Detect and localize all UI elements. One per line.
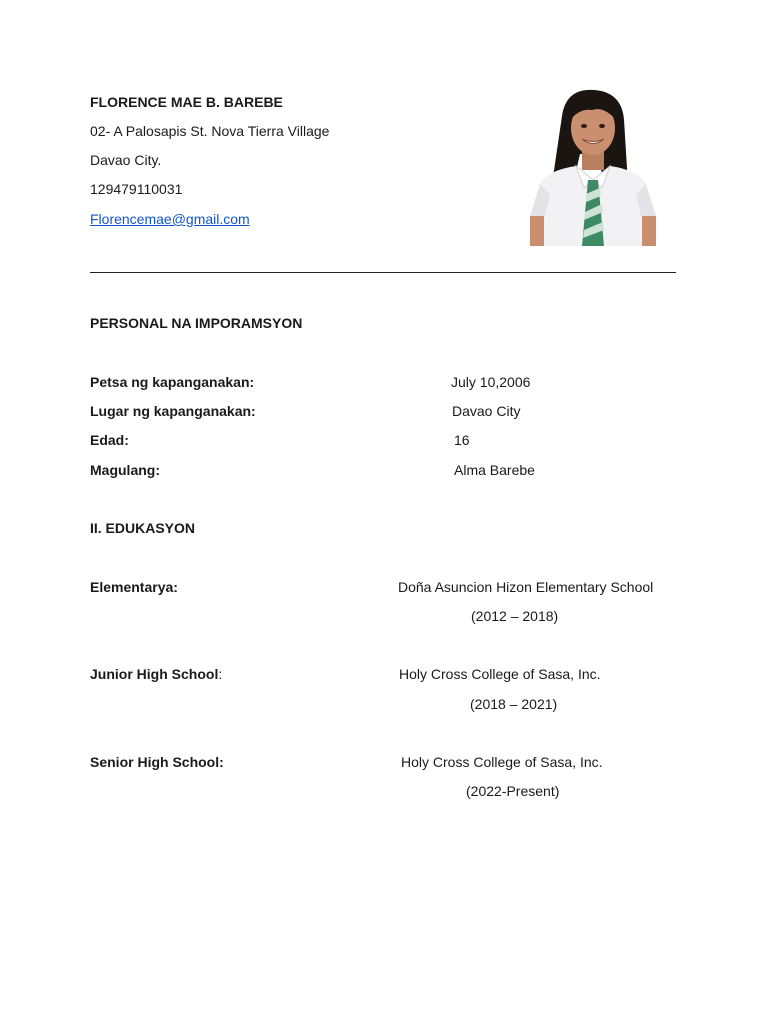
junior-high-label: Junior High School [90,666,219,682]
email-link[interactable]: Florencemae@gmail.com [90,211,250,227]
parent-label: Magulang: [90,462,160,478]
resume-name: FLORENCE MAE B. BAREBE [90,94,283,110]
birthplace-value: Davao City [452,403,521,419]
senior-high-label: Senior High School: [90,754,224,770]
junior-high-label-row [90,665,222,683]
age-label: Edad: [90,432,129,448]
junior-high-label-colon: : [218,666,223,682]
birthplace-label: Lugar ng kapanganakan: [90,403,256,419]
senior-high-years: (2022-Present) [466,783,560,799]
elementary-years: (2012 – 2018) [471,608,559,624]
section-divider [90,272,676,273]
birthdate-value: July 10,2006 [451,374,531,390]
phone-number: 129479110031 [90,181,183,197]
elementary-school: Doña Asuncion Hizon Elementary School [398,579,654,595]
senior-high-school: Holy Cross College of Sasa, Inc. [401,754,603,770]
address-line-1: 02- A Palosapis St. Nova Tierra Village [90,123,330,139]
junior-high-years: (2018 – 2021) [470,696,558,712]
profile-photo [500,84,680,246]
student-portrait-icon [500,84,680,246]
birthdate-label: Petsa ng kapanganakan: [90,374,255,390]
personal-heading: PERSONAL NA IMPORAMSYON [90,315,303,331]
address-line-2: Davao City. [90,152,162,168]
elementary-label: Elementarya: [90,579,178,595]
age-value: 16 [454,432,470,448]
parent-value: Alma Barebe [454,462,535,478]
education-heading: II. EDUKASYON [90,520,196,536]
junior-high-school: Holy Cross College of Sasa, Inc. [399,666,601,682]
